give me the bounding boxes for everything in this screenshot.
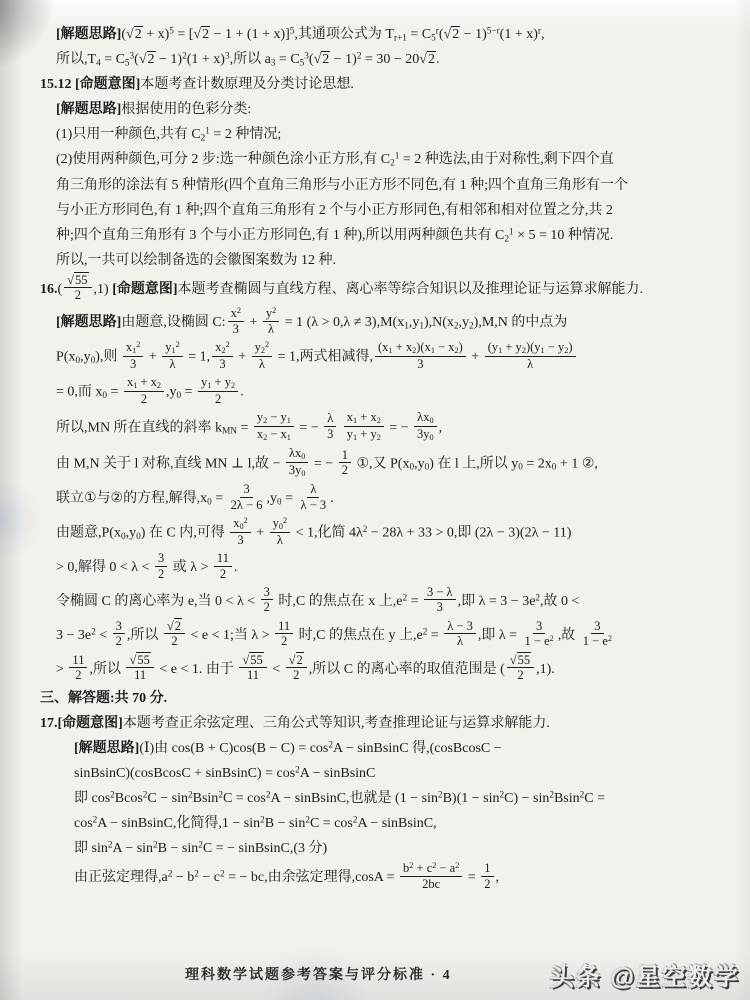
superscript: 5−r — [486, 25, 500, 36]
fraction — [164, 619, 185, 649]
superscript: 2 — [167, 868, 173, 879]
superscript: 2 — [409, 861, 414, 871]
fraction — [375, 340, 466, 371]
subscript: 2 — [376, 416, 381, 426]
superscript: 2 — [243, 516, 248, 526]
superscript: 2 — [432, 861, 437, 871]
numerator: 3 — [533, 619, 545, 634]
fraction — [424, 585, 456, 615]
superscript: 2 — [182, 50, 187, 61]
subscript: 0 — [277, 496, 282, 507]
subscript: 1 — [133, 381, 138, 391]
subscript: 2 — [521, 346, 526, 356]
text-line: 联立①与②的方程,解得$,x_0$ = $\frac{3}{2\lambda - 6}$ $,y_0$ = $\frac{\lambda}{\lambda - 3}$ . — [56, 482, 334, 512]
numerator: $y_0^2$ — [270, 516, 291, 533]
text-line: = 0,而 $x_0$ = $\frac{x_1 + x_2}{2}$ $,y_0$ = $\frac{y_1 + y_2}{2}$ . — [56, 375, 244, 406]
superscript: 5 — [169, 25, 174, 36]
text-line: 种;四个直角三角形有 3 个与小正方形同色,有 1 种),所以用两种颜色共有 $C_2^1 \times 5 = 10$ 种情况. — [56, 225, 614, 243]
fraction — [123, 340, 144, 371]
superscript: 2 — [264, 340, 270, 350]
superscript: 1 — [509, 225, 514, 236]
denominator: 2 — [280, 634, 288, 649]
denominator: 2λ − 6 — [230, 497, 263, 512]
text-line: 即 $\cos^2Bcos^2C - \sin^2Bsin^2C = \cos^2A$ − sinBsinC,也就是 $(1 - \sin^2B)(1 - \sin^2C) - \sin^2Bsin^2C$ = — [74, 789, 606, 807]
denominator: 3 — [436, 600, 443, 615]
text-line: 所以,一共可以绘制备选的会徽图案数为 12 种. — [56, 252, 336, 268]
subscript: MN — [222, 425, 237, 436]
denominator: λ — [169, 357, 176, 371]
subscript: 0 — [551, 461, 557, 472]
denominator: $x_2 - x_1$ — [256, 426, 291, 442]
superscript: 2 — [225, 340, 230, 350]
denominator: 2 — [263, 600, 270, 615]
superscript: 2 — [295, 764, 300, 775]
numerator: $x_1^2$ — [123, 340, 144, 357]
numerator: $y_2 - y_1$ — [254, 410, 294, 427]
superscript: 2 — [362, 524, 368, 535]
fraction — [324, 411, 336, 441]
text-line: 由正弦定理得$,a^2 - b^2 - c^2$ = − bc,由余弦定理得,cosA = $\frac{b^2 + c^2 - a^2}{2bc}$ = $\frac{1}{2}$ , — [74, 861, 500, 891]
text-line: > $\frac{11}{2}$ ,所以 $\frac{√55}{11}$ < e < 1. 由于 $\frac{√55}{11}$ < $\frac{√2}{2}$ ,所以 C 的离心率的取值范围是 ( $\frac{√55}{2}$ ,1). — [56, 652, 555, 683]
subscript: 1 — [404, 320, 409, 331]
superscript: 2 — [136, 340, 141, 350]
superscript: 2 — [455, 861, 460, 871]
superscript: r — [537, 25, 541, 36]
subscript: 2 — [263, 432, 268, 442]
superscript: 2 — [549, 634, 554, 644]
fraction — [198, 375, 238, 406]
subscript: 2 — [221, 346, 226, 356]
subscript: 0 — [429, 416, 434, 426]
watermark: 头条 @星空数学 — [549, 964, 740, 991]
subscript: 1 — [286, 432, 291, 442]
subscript: 2 — [453, 320, 459, 331]
subscript: 0 — [278, 522, 283, 532]
fraction — [507, 653, 534, 683]
radicand: 2 — [147, 52, 155, 68]
subscript: 0 — [75, 355, 81, 366]
document-body — [40, 24, 728, 897]
denominator: 2 — [115, 634, 122, 649]
subscript: 3 — [270, 57, 276, 68]
fraction — [69, 653, 87, 683]
superscript: 2 — [402, 592, 408, 603]
radicand: 2 — [174, 618, 182, 633]
superscript: 3 — [304, 50, 309, 61]
text-line: [解题思路](Ⅰ)由 $\cos(B + C)\cos(B - C) = \cos^2A$ − sinBsinC 得,(cosBcosC − — [74, 739, 502, 757]
bold-text: [解题思路] — [56, 27, 122, 42]
fraction — [444, 619, 476, 649]
superscript: 2 — [272, 306, 277, 316]
superscript: 2 — [175, 340, 180, 350]
subscript: 0 — [120, 531, 126, 542]
subscript: r+1 — [394, 32, 407, 43]
denominator: $1 - e^2$ — [582, 634, 613, 649]
numerator: 3 — [155, 551, 167, 566]
fraction — [286, 446, 308, 478]
denominator: 11 — [134, 668, 147, 683]
fraction — [261, 585, 273, 615]
fraction — [229, 482, 265, 512]
subscript: 0 — [136, 531, 141, 542]
numerator: √2 — [164, 619, 185, 634]
superscript: 2 — [110, 789, 115, 800]
denominator: $3y_0$ — [288, 462, 306, 478]
subscript: 0 — [239, 522, 244, 532]
bold-text: [解题思路] — [74, 741, 140, 757]
radicand: 2 — [134, 27, 142, 42]
bold-text: 三、解答题:共 70 分. — [40, 691, 168, 707]
subscript: 0 — [301, 452, 306, 462]
numerator: 11 — [69, 653, 87, 668]
numerator: $\lambda x_0$ — [286, 446, 308, 463]
numerator: 3 — [591, 619, 603, 634]
subscript: 2 — [230, 381, 236, 391]
numerator: λ — [307, 482, 319, 497]
superscript: r — [435, 25, 439, 36]
fraction — [523, 619, 556, 649]
text-line: 由题意$,P(x_0,y_0)$ 在 C 内,可得 $\frac{x_0^2}{3}$ + $\frac{y_0^2}{\lambda}$ < 1,化简 $4\lambda^2 - 28\lambda + 33 > 0$,即 (2λ − 3)(2λ − 11) — [56, 516, 572, 547]
numerator: 1 — [339, 448, 351, 463]
radicand: 55 — [75, 272, 88, 287]
bold-text: [解题思路] — [56, 315, 122, 331]
denominator: 3 — [237, 532, 244, 547]
fraction — [299, 482, 329, 512]
subscript: 2 — [469, 320, 474, 331]
radicand: 55 — [517, 652, 531, 667]
superscript: 1 — [394, 150, 400, 161]
denominator: λ − 3 — [300, 497, 327, 512]
denominator: $1 - e^2$ — [524, 634, 554, 649]
denominator: 2 — [157, 566, 165, 581]
numerator: √2 — [286, 653, 307, 668]
bold-text: 16. — [40, 281, 58, 297]
numerator: 3 — [113, 619, 125, 634]
numerator: $y^2$ — [263, 306, 279, 322]
numerator: 11 — [214, 551, 232, 566]
text-line: 由 M,N 关于 l 对称,直线 MN ⊥ l,故 − $\frac{\lambda x_0}{3y_0}$ = − $\frac{1}{2}$ ①,又 $P(x_0,y_0)$ 在 l 上,所以 $y_0 = 2x_0 + 1$ ②, — [56, 446, 598, 478]
fraction — [239, 653, 266, 683]
superscript: 2 — [328, 739, 333, 750]
subscript: 5 — [124, 57, 130, 68]
radicand: 2 — [427, 52, 435, 68]
denominator: 3 — [417, 356, 424, 371]
superscript: 2 — [499, 789, 505, 800]
fraction — [344, 410, 384, 442]
numerator: √55 — [126, 653, 153, 668]
text-line: $P(x_0,y_0)$,则 $\frac{x_1^2}{3}$ + $\frac{y_1^2}{\lambda}$ = 1, $\frac{x_2^2}{3}$ + $\frac{y_2^2}{\lambda}$ = 1,两式相减得, $\frac{(x_1 + x_2)(x_1 - x_2)}{3}$ + $\frac{(y_1 + y_2)(y_1 - y_2)}{\lambda}$ — [40, 342, 728, 373]
subscript: 5 — [431, 32, 436, 43]
subscript: 0 — [424, 461, 430, 472]
fraction — [270, 516, 291, 547]
superscript: 2 — [198, 839, 203, 850]
superscript: 2 — [352, 814, 358, 825]
text-line: 16.( $\frac{√55}{2}$ ,1) [命题意图]本题考查椭圆与直线方程、离心率等综合知识以及推理论证与运算求解能力. — [40, 272, 644, 303]
fraction — [162, 340, 183, 371]
superscript: 2 — [549, 789, 554, 800]
superscript: 2 — [607, 634, 613, 644]
fraction — [230, 516, 251, 547]
page-footer: 理科数学试题参考答案与评分标准 · 4 — [185, 968, 452, 983]
fraction — [275, 619, 293, 649]
subscript: 1 — [286, 416, 291, 426]
subscript: 0 — [301, 469, 306, 478]
numerator: λ − 3 — [444, 619, 476, 634]
radicand: 2 — [322, 52, 330, 68]
text-line: 17.[命题意图]本题考查正余弦定理、三角公式等知识,考查推理论证与运算求解能力. — [40, 716, 550, 732]
denominator: 2 — [140, 391, 148, 406]
subscript: 2 — [376, 432, 381, 442]
fraction — [214, 551, 232, 581]
subscript: 2 — [454, 346, 459, 356]
denominator: 3 — [219, 357, 226, 371]
denominator: $3y_0$ — [417, 426, 434, 442]
denominator: 2 — [484, 876, 491, 891]
fraction — [254, 410, 294, 442]
numerator: $y_1^2$ — [162, 340, 183, 357]
text-line: [解题思路]根据使用的色彩分类: — [56, 102, 252, 118]
text-line: $\cos^2A$ − sinBsinC,化简得$,1 - \sin^2B - \sin^2C = \cos^2A$ − sinBsinC, — [74, 814, 437, 832]
radicand: 2 — [452, 27, 460, 42]
superscript: 2 — [579, 789, 585, 800]
text-line: 15.12 [命题意图]本题考查计数原理及分类讨论思想. — [40, 77, 354, 93]
denominator: 2 — [74, 288, 81, 303]
text-line: 令椭圆 C 的离心率为 e,当 0 < λ < $\frac{3}{2}$ 时,C 的焦点在 x 上$,e^2$ = $\frac{3 - \lambda}{3}$ ,即 $\lambda = 3 - 3e^2$,故 0 < — [56, 585, 580, 615]
superscript: 2 — [92, 814, 98, 825]
subscript: 4 — [96, 57, 101, 68]
superscript: 2 — [282, 516, 288, 526]
fraction — [113, 619, 125, 649]
bold-text: 15.12 — [40, 77, 72, 93]
fraction — [400, 861, 462, 891]
denominator: λ — [527, 356, 534, 371]
numerator: √55 — [239, 653, 266, 668]
subscript: 1 — [540, 346, 545, 356]
radicand: 2 — [296, 652, 303, 667]
fraction — [252, 340, 273, 371]
subscript: 1 — [419, 320, 424, 331]
numerator: $\lambda x_0$ — [414, 410, 436, 427]
subscript: 1 — [430, 346, 435, 356]
fraction — [339, 448, 351, 478]
fraction — [286, 653, 307, 683]
subscript: 2 — [412, 346, 417, 356]
subscript: 1 — [207, 381, 212, 391]
numerator: 11 — [275, 619, 293, 634]
subscript: 2 — [263, 416, 268, 426]
superscript: 2 — [91, 626, 96, 637]
superscript: 2 — [437, 789, 443, 800]
superscript: 2 — [194, 868, 199, 879]
text-line: 与小正方形同色,有 1 种;四个直角三角形有 2 个与小正方形同色,有相邻和相对位置之分,共 2 — [56, 202, 613, 218]
numerator: $x_1 + x_2$ — [124, 375, 164, 392]
subscript: 2 — [564, 346, 569, 356]
numerator: √55 — [507, 653, 534, 668]
subscript: 1 — [388, 346, 393, 356]
subscript: 0 — [518, 461, 523, 472]
subscript: 0 — [409, 461, 415, 472]
superscript: 1 — [205, 125, 210, 136]
denominator: 2 — [171, 634, 178, 649]
bold-text: [命题意图] — [75, 77, 141, 93]
text-line: 即 $\sin^2A - \sin^2B - \sin^2C$ = − sinBsinC,(3 分) — [74, 839, 328, 857]
superscript: 2 — [107, 839, 113, 850]
superscript: 3 — [129, 50, 135, 61]
subscript: 1 — [132, 346, 137, 356]
subscript: 1 — [171, 346, 176, 356]
fraction — [581, 619, 614, 649]
text-line: [解题思路]由题意,设椭圆 C: $\frac{x^2}{3}$ + $\frac{y^2}{\lambda}$ = 1 $(\lambda > 0,\lambda \ne 3),M(x_1,y_1),N(x_2,y_2),M,N$ 的中点为 — [56, 306, 568, 336]
radicand: 55 — [137, 652, 150, 667]
subscript: 0 — [90, 355, 96, 366]
bold-text: [解题思路] — [56, 102, 122, 118]
superscript: 2 — [142, 789, 148, 800]
denominator: 2 — [75, 668, 82, 683]
superscript: 5 — [289, 25, 295, 36]
bold-text: [命题意图] — [112, 281, 178, 297]
text-line: sinBsinC)(cosBcosC + sinBsinC) = $\cos^2A$ − sinBsinC — [74, 764, 376, 782]
text-line: (2)使用两种颜色,可分 2 步:选一种颜色涂小正方形,有 $C_2^1 = 2$ 种选法,由于对称性,剩下四个直 — [56, 150, 614, 168]
text-line: $3 - 3e^2$ < $\frac{3}{2}$ ,所以 $\frac{√2}{2}$ < e < 1;当 λ > $\frac{11}{2}$ 时,C 的焦点在 y 上$,e^2$ = $\frac{\lambda - 3}{\lambda}$ ,即 λ = $\frac{3}{1 - e^2}$ ,故 $\frac{3}{1 - e^2}$ — [56, 618, 613, 649]
text-line: 所以,MN 所在直线的斜率 $k_{MN}$ = $\frac{y_2 - y_1}{x_2 - x_1}$ = − $\frac{\lambda}{3}$ $\frac{x_1 + x_2}{y_1 + y_2}$ = − $\frac{\lambda x_0}{3y_0}$ , — [56, 410, 443, 442]
subscript: 0 — [207, 496, 212, 507]
superscript: 2 — [356, 50, 362, 61]
numerator: $x_0^2$ — [230, 516, 251, 533]
fraction — [124, 375, 164, 406]
text-line — [40, 688, 728, 709]
denominator: λ — [457, 634, 464, 649]
denominator: λ — [268, 321, 275, 336]
radicand: 55 — [250, 652, 263, 667]
text-line: 所以$,T_4 = C_5^3(√2 - 1)^2(1 + x)^3$,所以 $a_3 = C_5^3(√2 - 1)^2 = 30 - 20√2$. — [56, 50, 440, 68]
numerator: $y_2^2$ — [252, 340, 273, 357]
subscript: 5 — [299, 57, 305, 68]
fraction — [263, 306, 279, 336]
superscript: 2 — [188, 789, 193, 800]
superscript: 2 — [260, 814, 265, 825]
numerator: $b^2 + c^2 - a^2$ — [400, 861, 462, 877]
superscript: 2 — [218, 789, 223, 800]
numerator: 1 — [481, 861, 493, 876]
fraction — [481, 861, 493, 891]
numerator: λ — [324, 411, 336, 426]
numerator: 3 — [261, 585, 273, 600]
subscript: 0 — [429, 432, 434, 442]
numerator: 3 — [240, 482, 252, 497]
denominator: 3 — [130, 357, 137, 371]
subscript: 0 — [176, 390, 182, 401]
subscript: 2 — [156, 381, 161, 391]
numerator: $y_1 + y_2$ — [198, 375, 238, 392]
text-line: [解题思路]$(√2 + x)^5 = [√2 - 1 + (1 + x)]^5$,其通项公式为 $T_{r+1} = C_5^r(√2 - 1)^{5-r}(1 + x)^r$, — [56, 25, 545, 43]
denominator: 2 — [293, 668, 300, 683]
bold-text: 17.[命题意图] — [40, 716, 123, 732]
text-line: (1)只用一种颜色,共有 $C_2^1 = 2$ 种情况; — [56, 125, 282, 143]
denominator: 2 — [517, 668, 524, 683]
denominator: $y_1 + y_2$ — [346, 426, 381, 442]
numerator: $x_1 + x_2$ — [344, 410, 384, 427]
denominator: 3 — [232, 321, 239, 336]
denominator: λ — [258, 357, 265, 371]
denominator: λ — [276, 532, 283, 547]
superscript: 3 — [224, 50, 230, 61]
denominator: 2bc — [422, 876, 441, 891]
numerator: $(y_1 + y_2)(y_1 - y_2)$ — [485, 340, 576, 357]
subscript: 2 — [260, 346, 265, 356]
subscript: 2 — [504, 232, 510, 243]
fraction — [228, 306, 244, 336]
numerator: $x^2$ — [228, 306, 244, 322]
denominator: 2 — [341, 462, 348, 477]
fraction — [155, 551, 167, 581]
denominator: 11 — [247, 668, 260, 683]
superscript: 2 — [265, 789, 271, 800]
fraction — [212, 340, 233, 371]
superscript: 2 — [535, 592, 541, 603]
superscript: 2 — [219, 868, 225, 879]
superscript: 2 — [305, 814, 310, 825]
radicand: 2 — [202, 27, 210, 42]
subscript: 2 — [390, 157, 395, 168]
numerator: $x_2^2$ — [212, 340, 233, 357]
fraction — [64, 273, 91, 303]
fraction — [414, 410, 436, 442]
subscript: 1 — [353, 416, 358, 426]
subscript: 0 — [102, 390, 108, 401]
text-line: > 0,解得 0 < λ < $\frac{3}{2}$ 或 λ > $\frac{11}{2}$ . — [56, 551, 238, 581]
denominator: 2 — [214, 391, 222, 406]
superscript: 2 — [422, 626, 428, 637]
subscript: 1 — [353, 432, 358, 442]
text-line: 角三角形的涂法有 5 种情形(四个直角三角形与小正方形不同色,有 1 种;四个直角三角形有一个 — [56, 177, 629, 193]
superscript: 2 — [236, 306, 241, 316]
fraction — [485, 340, 576, 371]
numerator: √55 — [64, 273, 91, 288]
subscript: 1 — [498, 346, 503, 356]
denominator: 2 — [219, 566, 227, 581]
subscript: 2 — [200, 132, 206, 143]
fraction — [126, 653, 153, 683]
superscript: 2 — [153, 839, 158, 850]
numerator: $(x_1 + x_2)(x_1 - x_2)$ — [375, 340, 466, 357]
numerator: 3 − λ — [424, 585, 456, 600]
denominator: 3 — [327, 426, 334, 441]
